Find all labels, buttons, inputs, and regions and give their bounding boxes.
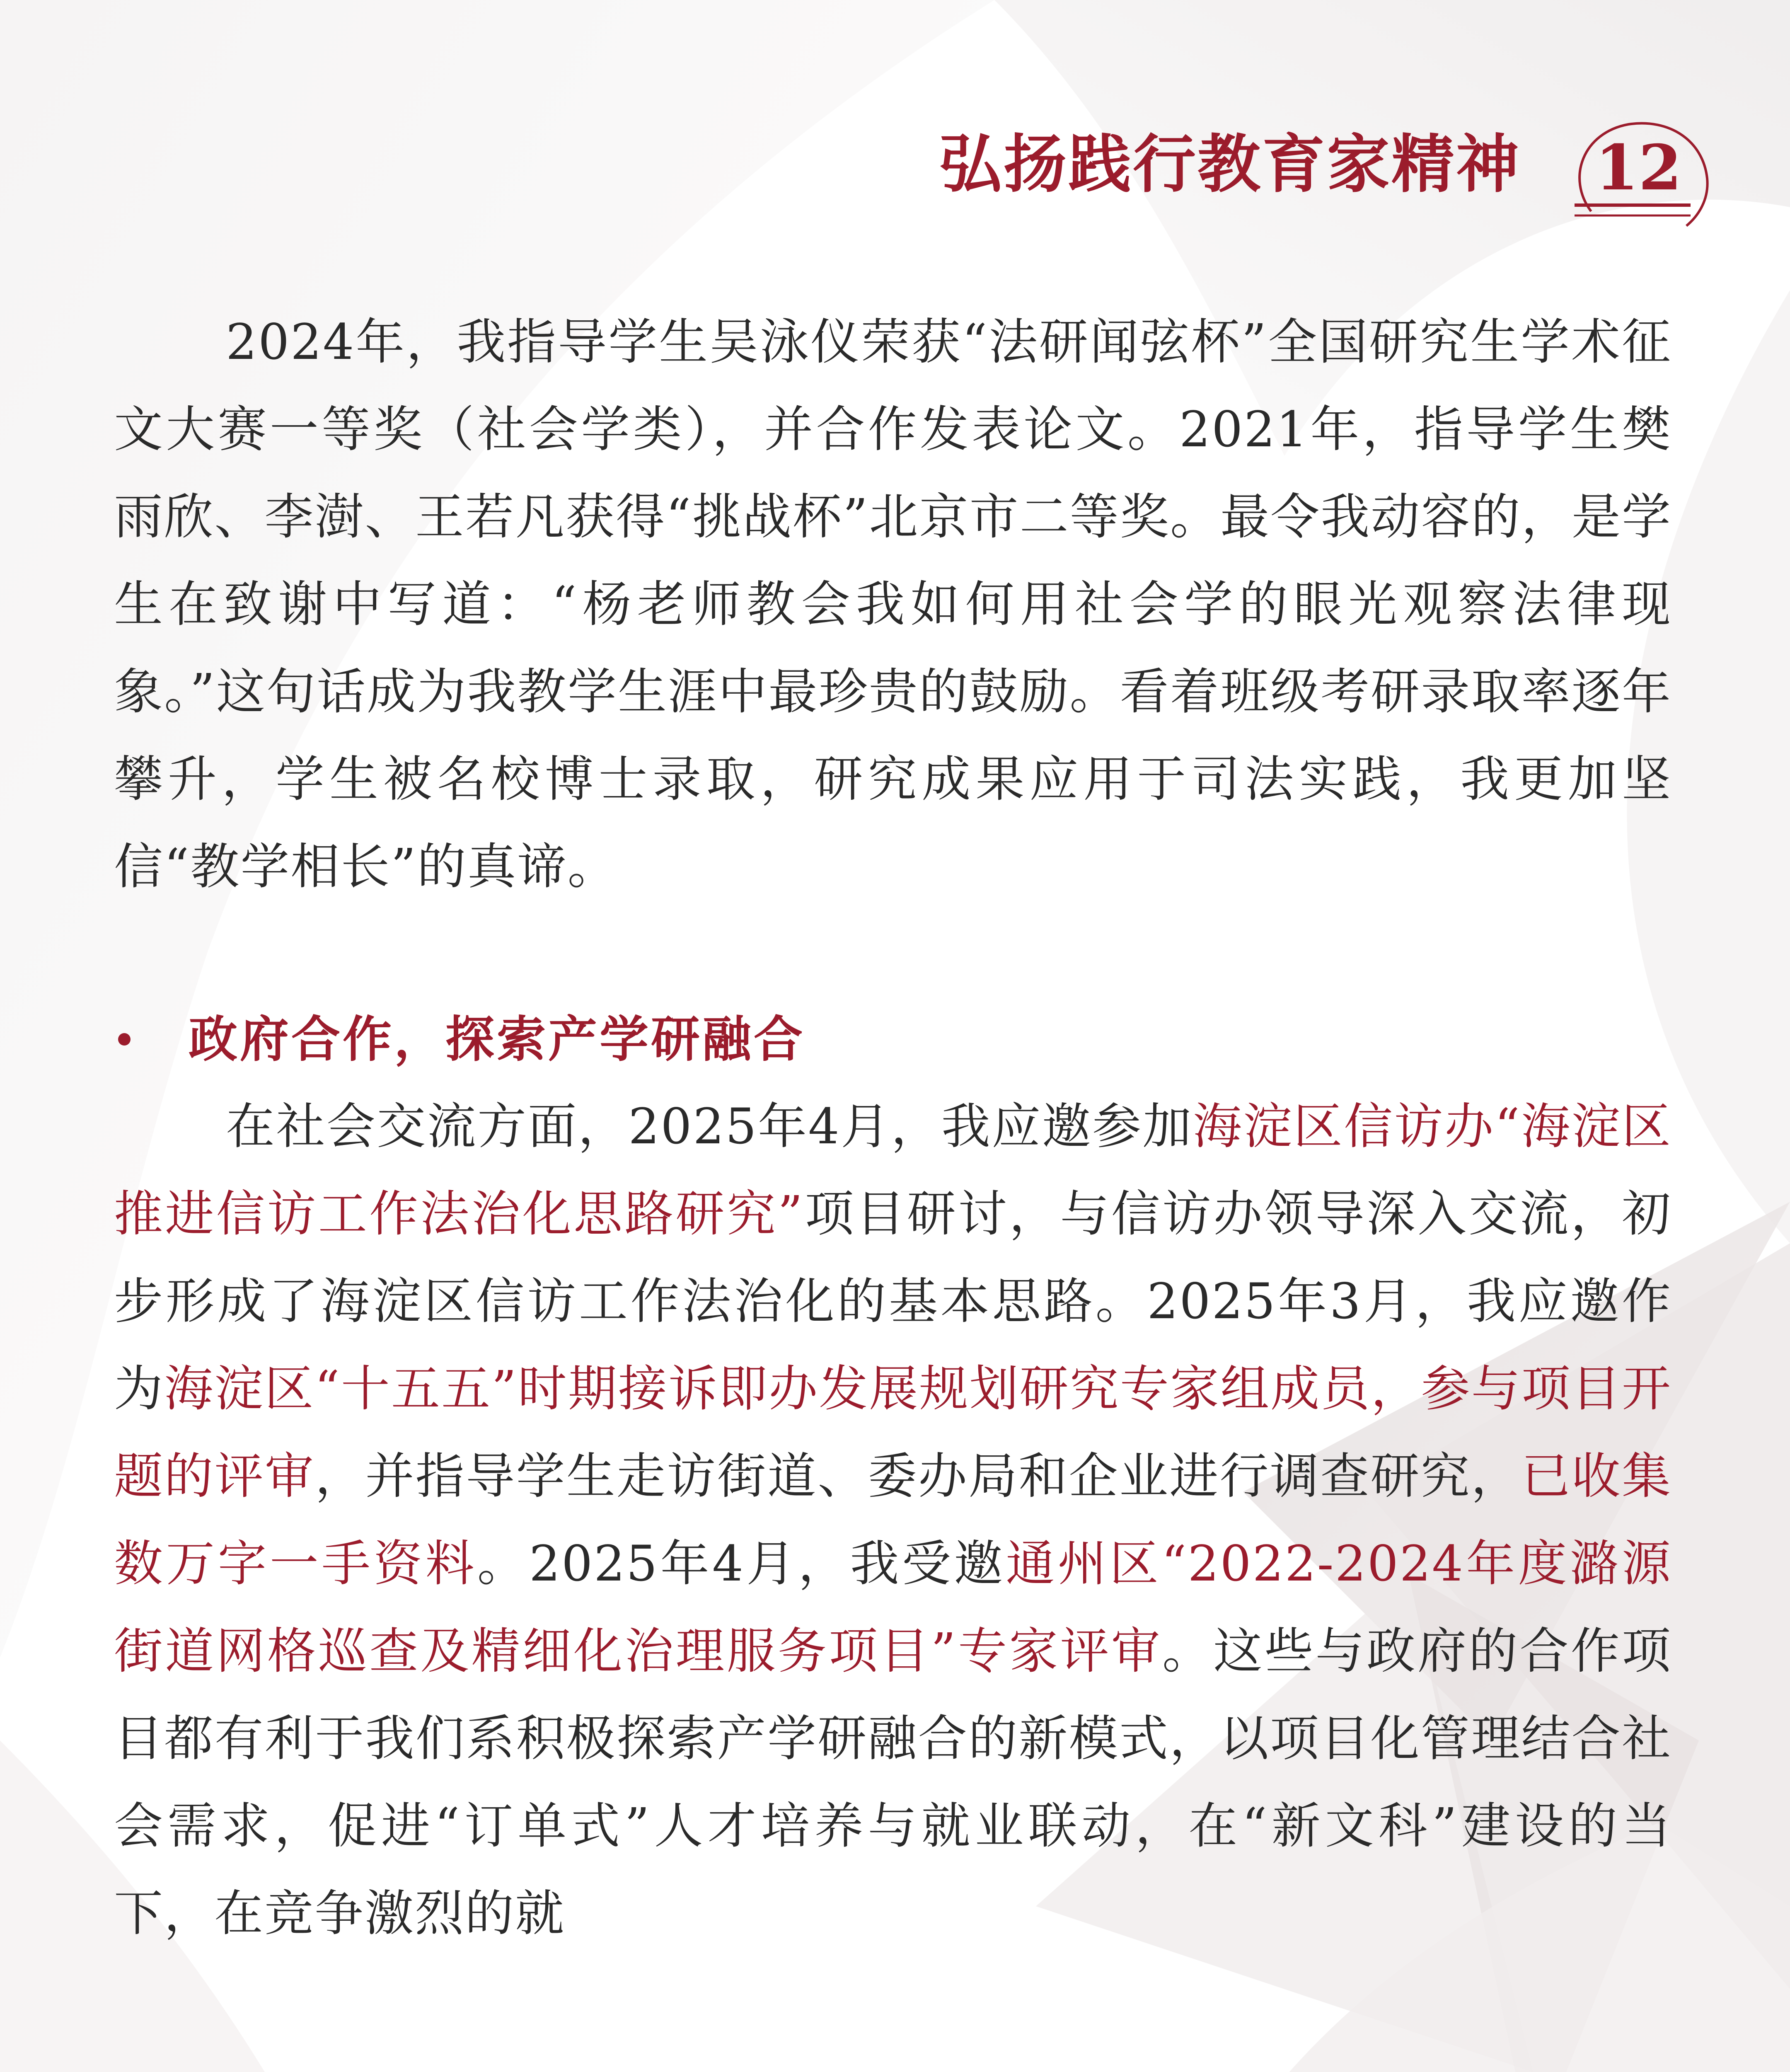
page-title: 弘扬践行教育家精神 <box>939 127 1521 201</box>
paragraph-2-segment: 在社会交流方面，2025年4月，我应邀参加 <box>226 1098 1193 1155</box>
paragraph-1: 2024年，我指导学生吴泳仪荣获“法研闻弦杯”全国研究生学术征文大赛一等奖（社会学类），并合作发表论文。2021年，指导学生樊雨欣、李澍、王若凡获得“挑战杯”北京市二等奖。最令我动容的，是学生在致谢中写道：“杨老师教会我如何用社会学的眼光观察法律现象。”这句话成为我教学生涯中最珍贵的鼓励。看着班级考研录取率逐年攀升，学生被名校博士录取，研究成果应用于司法实践，我更加坚信“教学相长”的真谛。 <box>114 313 1672 895</box>
paragraph-2-segment: 。这些与政府的合作项目都有利于我们系积极探索产学研融合的新模式，以项目化管理结合社会需求，促进“订单式”人才培养与就业联动，在“新文科”建设的当下，在竞争激烈的就 <box>114 1622 1672 1942</box>
paragraph-2-highlight: 海淀区“十五五”时期接诉即办发展规划研究专家组成员，参与项目开题的评审 <box>114 1360 1672 1505</box>
section-heading <box>114 995 1672 1083</box>
bullet-icon <box>118 1033 131 1046</box>
paragraph-2 <box>114 1083 1672 1957</box>
paragraph-2-highlight: 海淀区信访办“海淀区推进信访工作法治化思路研究” <box>114 1098 1672 1242</box>
paragraph-2-segment: ，并指导学生走访街道、委办局和企业进行调查研究， <box>315 1447 1522 1505</box>
page-number-badge <box>1566 116 1715 240</box>
page-number: 12 <box>1595 131 1682 204</box>
article-body <box>114 298 1672 1957</box>
section-heading-text: 政府合作，探索产学研融合 <box>189 1010 806 1068</box>
paragraph-2-highlight: 已收集数万字一手资料 <box>114 1447 1672 1592</box>
paragraph-2-segment: 。2025年4月，我受邀 <box>477 1535 1006 1592</box>
paragraph-2-highlight: 通州区“2022-2024年度潞源街道网格巡查及精细化治理服务项目”专家评审 <box>114 1535 1672 1680</box>
paragraph-2-segment: 项目研讨，与信访办领导深入交流，初步形成了海淀区信访工作法治化的基本思路。2025年3月，我应邀作为 <box>114 1185 1672 1417</box>
